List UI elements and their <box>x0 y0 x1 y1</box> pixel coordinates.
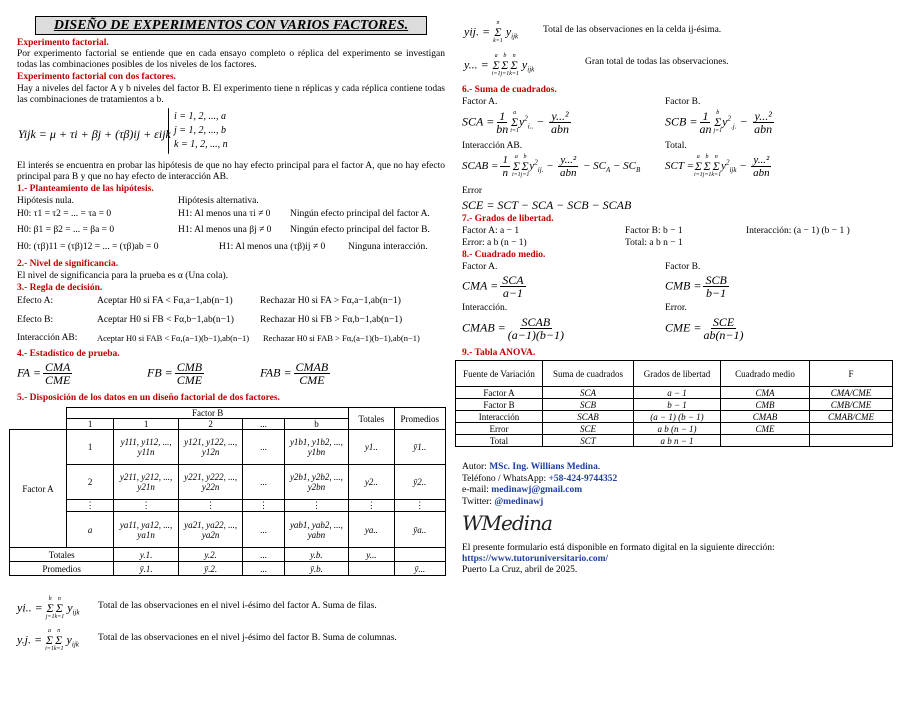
promedios-header: Promedios <box>394 408 445 430</box>
author-twitter[interactable]: @medinawj <box>494 496 544 507</box>
text-yj: Total de las observaciones en el nivel j-ésimo del factor B. Suma de columnas. <box>98 633 397 643</box>
author-email[interactable]: medinawj@gmail.com <box>491 485 583 495</box>
gl-e: Error: a b (n − 1) <box>462 238 527 248</box>
gl-a: Factor A: a − 1 <box>462 226 520 236</box>
author-name: MSc. Ing. Willians Medina <box>489 462 598 472</box>
url-link[interactable]: https://www.tutoruniversitario.com/ <box>462 554 609 564</box>
index-ranges: i = 1, 2, ..., a j = 1, 2, ..., b k = 1, 2, ..., n <box>174 111 228 150</box>
formula-cmb: CMB = $\frac{\text{SCB}}{b-1}$ <box>665 273 727 300</box>
label-alternativa: Hipótesis alternativa. <box>178 196 259 206</box>
author-phone[interactable]: +58-424-9744352 <box>548 473 618 484</box>
gl-b: Factor B: b − 1 <box>625 226 683 236</box>
h0-b: H0: β1 = β2 = ... = βa = 0 <box>17 225 115 235</box>
formula-yi: yi.. = b Σ j=1 n Σ k=1 $y_{ijk}$ <box>17 596 80 620</box>
formula-scab: SCAB = $\frac{1}{n}$ a Σ i=1 b Σ j=1 $y^2_{ij.}$ − $\frac{\text{y...²}}{\text{abn}}$ − $SC_A - SC_B$ <box>462 154 641 179</box>
heading-suma-cuadrados: 6.- Suma de cuadrados. <box>462 85 557 95</box>
model-equation: Yijk = μ + τi + βj + (τβ)ij + εijk <box>18 127 171 141</box>
text-significancia: El nivel de significancia para la prueba es α (Una cola). <box>17 271 228 281</box>
text-yi: Total de las observaciones en el nivel i-ésimo del factor A. Suma de filas. <box>98 601 377 611</box>
label-cm-err: Error. <box>665 303 687 313</box>
heading-regla: 3.- Regla de decisión. <box>17 283 103 293</box>
heading-dos-factores: Experimento factorial con dos factores. <box>17 72 176 82</box>
formula-cme: CME = $\frac{\text{SCE}}{ab(n-1)}$ <box>665 315 744 342</box>
note-a: Ningún efecto principal del factor A. <box>290 209 430 219</box>
regla-accept-b: Aceptar H0 si FB < Fα,b−1,ab(n−1) <box>97 315 234 325</box>
formula-scb: SCB = $\frac{1}{an}$ b Σ j=1 $y^2_{.j.}$ − $\frac{\text{y...²}}{\text{abn}}$ <box>665 109 773 136</box>
formula-y: y... = a Σ i=1 b Σ j=1 n Σ k=1 $y_{ijk}$ <box>464 53 535 77</box>
formula-yij: yij. = n Σ k=1 $y_{ijk}$ <box>464 20 519 44</box>
h1-b: H1: Al menos una βj ≠ 0 <box>178 225 272 235</box>
heading-experimento: Experimento factorial. <box>17 38 109 48</box>
formula-sce: SCE = SCT − SCA − SCB − SCAB <box>462 198 632 212</box>
heading-anova: 9.- Tabla ANOVA. <box>462 348 536 358</box>
formula-cmab: CMAB = $\frac{\text{SCAB}}{(a-1)(b-1)}$ <box>462 315 564 342</box>
regla-label-ab: Interacción AB: <box>17 333 78 343</box>
label-sc-tot: Total. <box>665 141 687 151</box>
h1-a: H1: Al menos una τi ≠ 0 <box>178 209 271 219</box>
author-block: Autor: MSc. Ing. Willians Medina. Teléfono / WhatsApp: +58-424-9744352 e-mail: medinawj@gmail.com Twitter: @medinawj <box>462 462 618 507</box>
label-sc-iab: Interacción AB. <box>462 141 523 151</box>
regla-label-a: Efecto A: <box>17 296 54 306</box>
heading-significancia: 2.- Nivel de significancia. <box>17 259 119 269</box>
regla-accept-ab: Aceptar H0 si FAB < Fα,(a−1)(b−1),ab(n−1) <box>97 333 250 343</box>
h0-ab: H0: (τβ)11 = (τβ)12 = ... = (τβ)ab = 0 <box>17 242 159 252</box>
stat-fab: FAB = $\frac{\text{CMAB}}{\text{CME}}$ <box>260 360 329 387</box>
heading-cuadrado-medio: 8.- Cuadrado medio. <box>462 250 546 260</box>
data-layout-table: Factor B Totales Promedios 1 1 2 ... b Factor A 1 y111, y112, ..., y11n y121, y122, ..., y12n ... y1b1, y1b2, ..., y1bn y1.. ȳ1.. 2 y211, y212, ..., y21n y221, y222, ..., y22n ... y2b1, y2b2, ..., y2bn y2.. ȳ2.. ⋮ ⋮ ⋮ ⋮ ⋮ ⋮ ⋮ a ya11, ya12, ..., ya1n ya21, ya22, ..., ya2n ... yab1, yab2, ..., yabn ya.. ȳa.. Totales y.1. y.2. ... y.b. y... Promedios ȳ.1. ȳ.2. ... ȳ.b. ȳ... <box>9 407 446 576</box>
place-date: Puerto La Cruz, abril de 2025. <box>462 565 578 575</box>
formula-sct: SCT = a Σ i=1 b Σ j=1 n Σ k=1 $y^2_{ijk}$ − $\frac{\text{y...²}}{\text{abn}}$ <box>665 154 770 179</box>
formula-yj: y.j. = a Σ i=1 n Σ k=1 $y_{ijk}$ <box>17 628 79 652</box>
regla-reject-b: Rechazar H0 si FB > Fα,b−1,ab(n−1) <box>260 315 403 325</box>
heading-disposicion: 5.- Disposición de los datos en un diseño factorial de dos factores. <box>17 393 280 403</box>
text-disponible: El presente formulario está disponible en formato digital en la siguiente dirección: <box>462 543 775 553</box>
label-sc-fa: Factor A. <box>462 97 498 107</box>
h1-ab: H1: Al menos una (τβ)ij ≠ 0 <box>219 242 326 252</box>
label-sc-fb: Factor B. <box>665 97 701 107</box>
formula-sca: SCA = $\frac{1}{bn}$ a Σ i=1 $y^2_{i..}$ − $\frac{\text{y...²}}{\text{abn}}$ <box>462 109 569 136</box>
factor-b-header: Factor B <box>66 408 348 419</box>
regla-label-b: Efecto B: <box>17 315 54 325</box>
gl-i: Interacción: (a − 1) (b − 1 ) <box>746 226 850 236</box>
text-interes: El interés se encuentra en probar las hipótesis de que no hay efecto principal para el factor A, que no hay efecto principal para B y que no hay efecto de interacción AB. <box>17 161 445 182</box>
label-cm-fb: Factor B. <box>665 262 701 272</box>
label-cm-int: Interacción. <box>462 303 508 313</box>
regla-accept-a: Aceptar H0 si FA < Fα,a−1,ab(n−1) <box>97 296 233 306</box>
heading-estadistico: 4.- Estadístico de prueba. <box>17 349 120 359</box>
page-title: DISEÑO DE EXPERIMENTOS CON VARIOS FACTORES. <box>35 16 427 35</box>
stat-fa: FA = $\frac{\text{CMA}}{\text{CME}}$ <box>17 360 71 387</box>
text-dos-factores: Hay a niveles del factor A y b niveles del factor B. El experimento tiene n réplicas y cada réplica contiene todas las combinaciones de tratamientos a b. <box>17 84 445 105</box>
label-cm-fa: Factor A. <box>462 262 498 272</box>
text-experimento: Por experimento factorial se entiende que en cada ensayo completo o réplica del experimento se investigan todas las combinaciones posibles de los niveles de los factores. <box>17 49 445 70</box>
label-sc-err: Error <box>462 186 483 196</box>
text-yij: Total de las observaciones en la celda ij-ésima. <box>543 25 722 35</box>
heading-grados: 7.- Grados de libertad. <box>462 214 554 224</box>
h0-a: H0: τ1 = τ2 = ... = τa = 0 <box>17 209 112 219</box>
heading-hipotesis: 1.- Planteamiento de las hipótesis. <box>17 184 154 194</box>
regla-reject-ab: Rechazar H0 si FAB > Fα,(a−1)(b−1),ab(n−1) <box>263 333 420 343</box>
regla-reject-a: Rechazar H0 si FA > Fα,a−1,ab(n−1) <box>260 296 401 306</box>
anova-table: Fuente de Variación Suma de cuadrados Grados de libertad Cuadrado medio F Factor A SCA a − 1 CMA CMA/CME Factor B SCB b − 1 CMB CMB/CME Interacción SCAB (a − 1) (b − 1) CMAB CMAB/CME Error SCE a b (n − 1) CME Total SCT a b n − 1 <box>455 360 893 447</box>
factor-a-label: Factor A <box>10 430 67 548</box>
signature: WMedina <box>462 511 552 535</box>
stat-fb: FB = $\frac{\text{CMB}}{\text{CME}}$ <box>147 360 203 387</box>
formula-cma: CMA = $\frac{\text{SCA}}{a-1}$ <box>462 273 524 300</box>
text-y: Gran total de todas las observaciones. <box>585 57 729 67</box>
note-ab: Ninguna interacción. <box>348 242 428 252</box>
label-nula: Hipótesis nula. <box>17 196 74 206</box>
gl-t: Total: a b n − 1 <box>625 238 683 248</box>
totales-header: Totales <box>349 408 394 430</box>
note-b: Ningún efecto principal del factor B. <box>290 225 430 235</box>
